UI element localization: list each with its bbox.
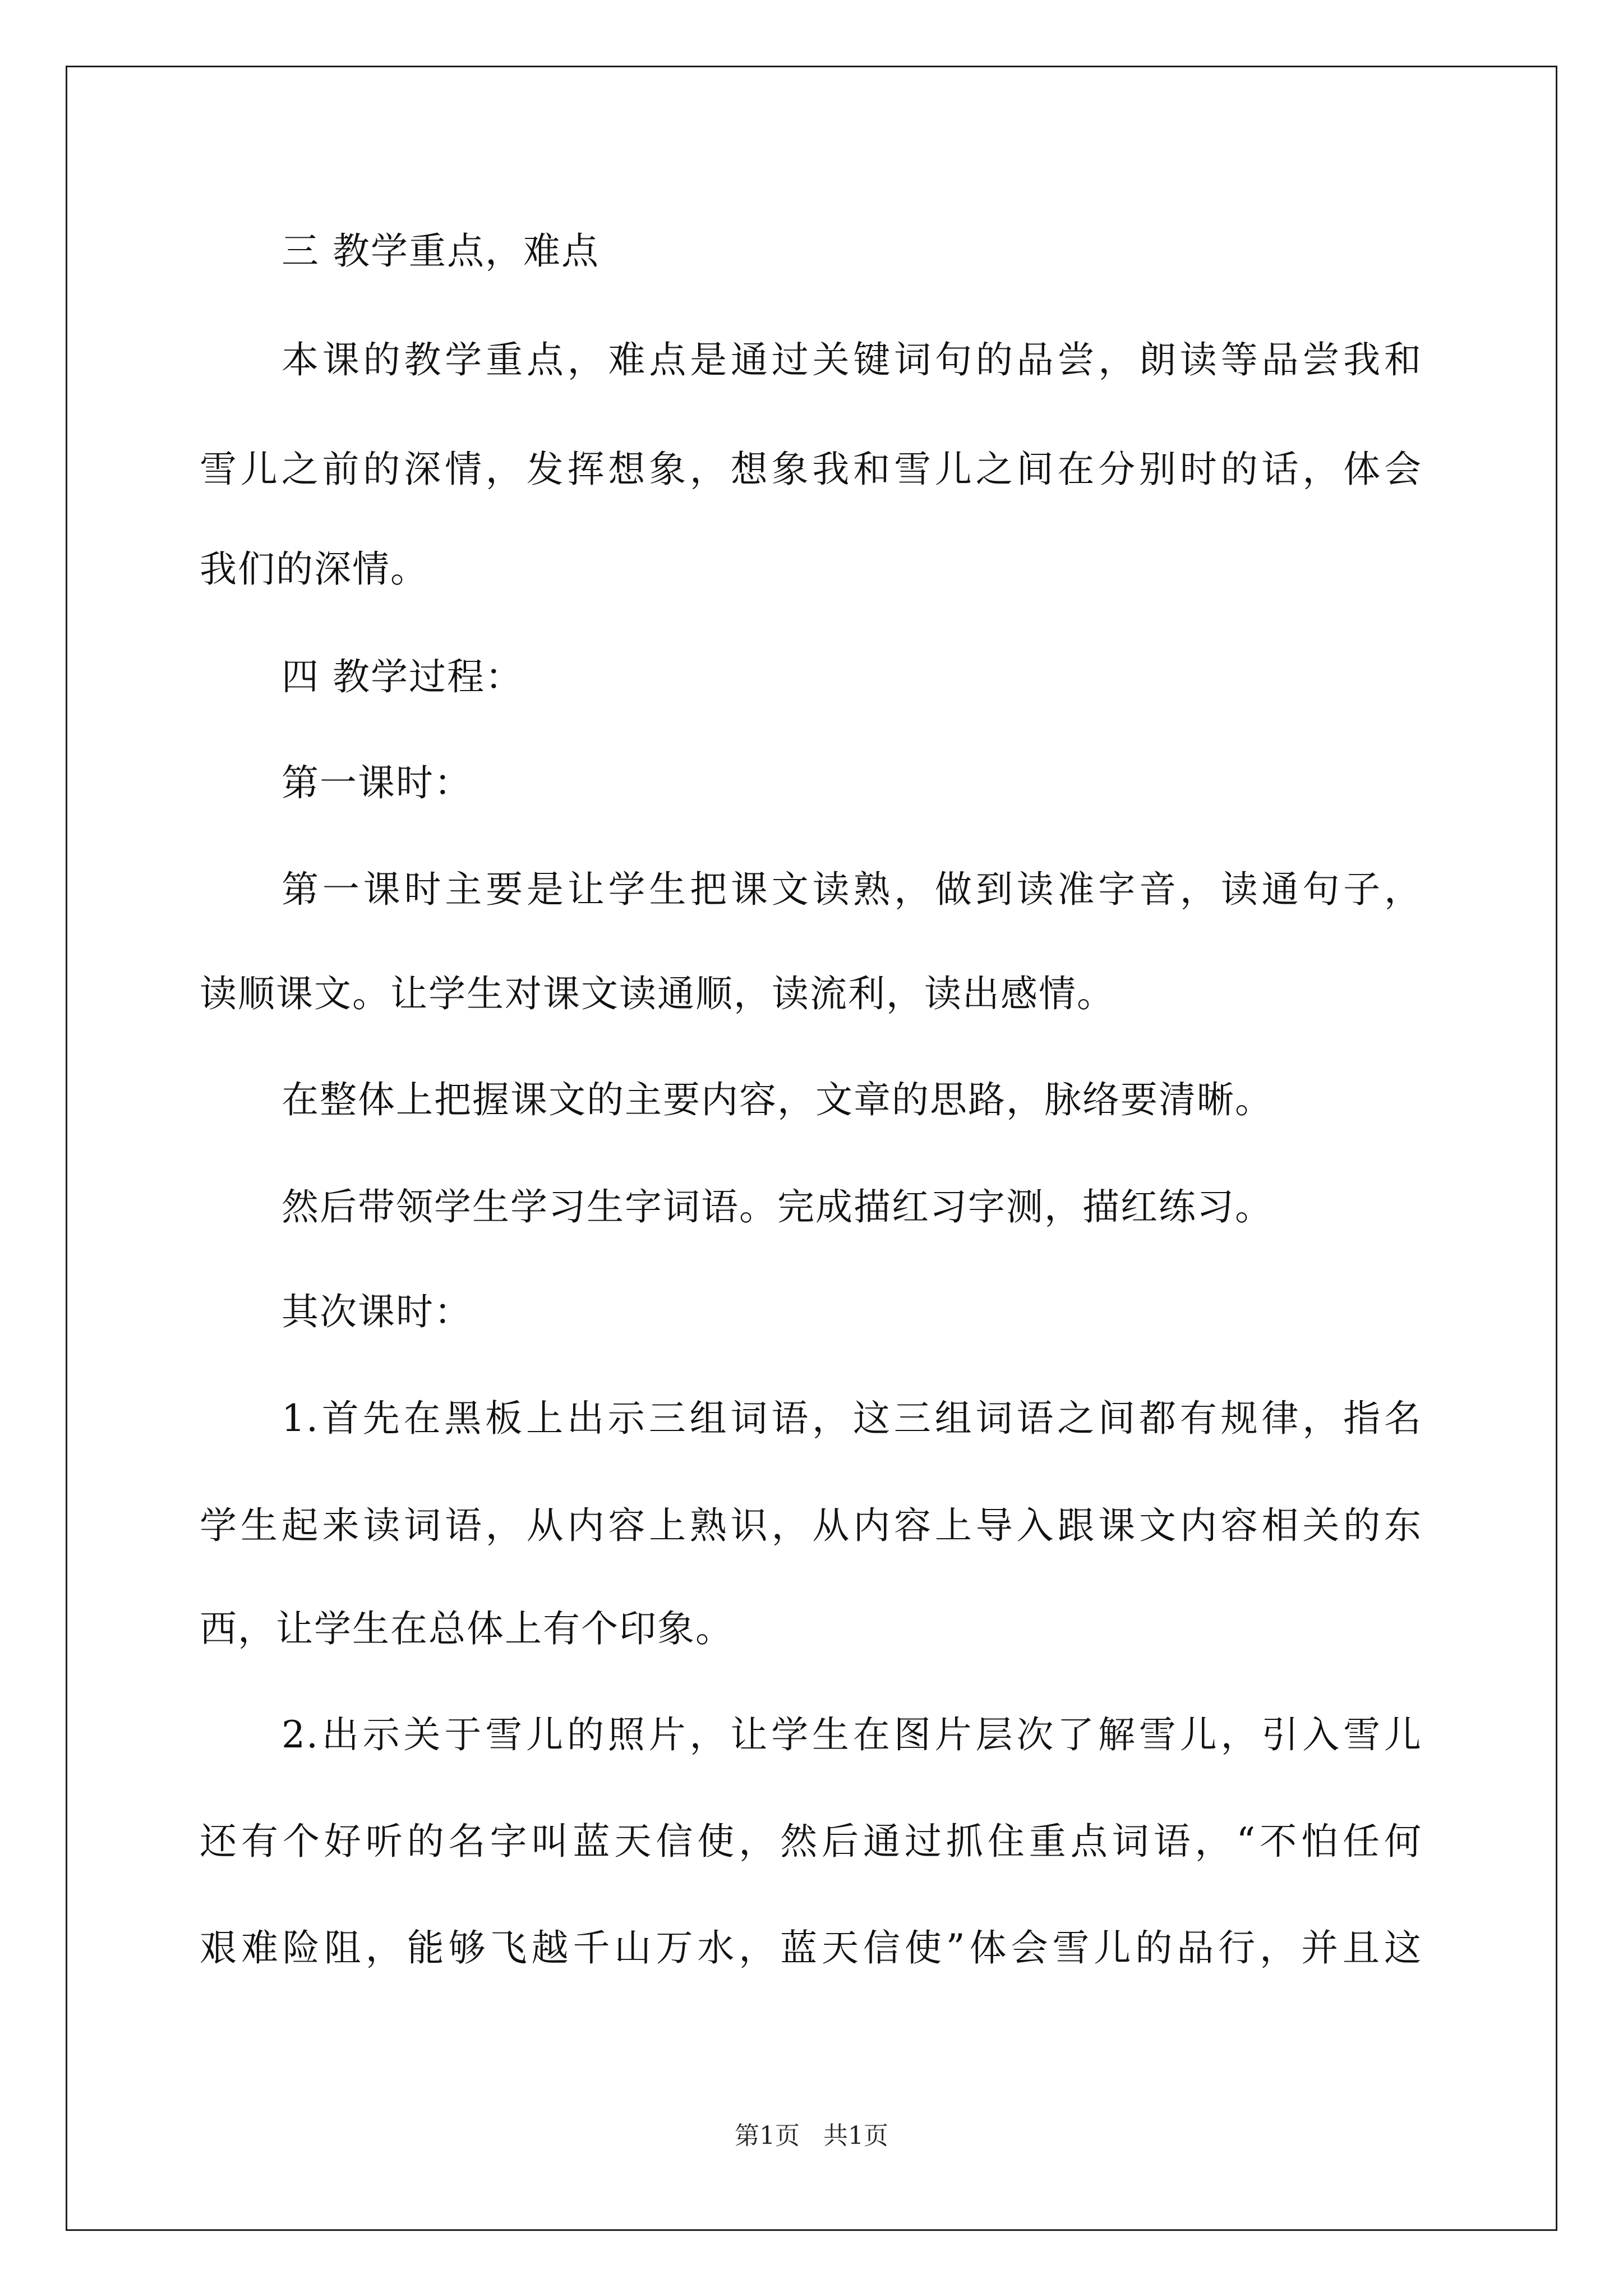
paragraph-line: 西，让学生在总体上有个印象。 [200,1607,734,1650]
paragraph-line: 艰难险阻，能够飞越千山万水，蓝天信使”体会雪儿的品行，并且这 [200,1926,1422,1970]
paragraph-line: 第一课时主要是让学生把课文读熟，做到读准字音，读通句子， [282,868,1422,911]
paragraph-line: 然后带领学生学习生字词语。完成描红习字测，描红练习。 [282,1185,1273,1228]
section-heading-3: 三 教学重点，难点 [282,229,600,273]
section-heading-4: 四 教学过程： [282,655,523,698]
lesson-heading-second: 其次课时： [282,1290,472,1333]
paragraph-line: 本课的教学重点，难点是通过关键词句的品尝，朗读等品尝我和 [282,338,1422,381]
paragraph-line: 2.出示关于雪儿的照片，让学生在图片层次了解雪儿，引入雪儿 [282,1713,1422,1756]
paragraph-line: 1.首先在黑板上出示三组词语，这三组词语之间都有规律，指名 [282,1397,1422,1440]
paragraph-line: 在整体上把握课文的主要内容，文章的思路，脉络要清晰。 [282,1078,1273,1121]
paragraph-line: 学生起来读词语，从内容上熟识，从内容上导入跟课文内容相关的东 [200,1504,1422,1547]
paragraph-line: 读顺课文。让学生对课文读通顺，读流利，读出感情。 [200,972,1115,1015]
page-number-footer: 第1页 共1页 [735,2122,888,2150]
lesson-heading-first: 第一课时： [282,761,472,804]
paragraph-line: 还有个好听的名字叫蓝天信使，然后通过抓住重点词语，“不怕任何 [200,1820,1422,1863]
paragraph-line: 我们的深情。 [200,547,428,591]
paragraph-line: 雪儿之前的深情，发挥想象，想象我和雪儿之间在分别时的话，体会 [200,448,1422,491]
page-border [66,66,1557,2231]
